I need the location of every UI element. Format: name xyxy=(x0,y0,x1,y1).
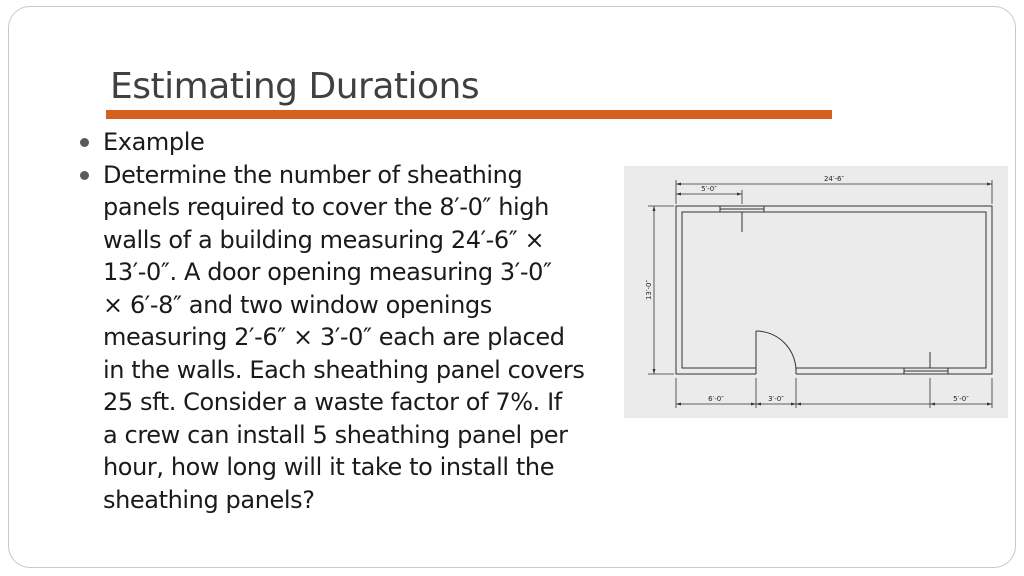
bullet-line: in the walls. Each sheathing panel covers xyxy=(103,355,585,384)
bullet-line: × 6′-8″ and two window openings xyxy=(103,290,492,319)
height-label: 13′-0″ xyxy=(645,279,653,301)
bullet-example xyxy=(80,126,600,159)
bullet-line: hour, how long will it take to install the xyxy=(103,453,555,481)
top-window-label: 5′-0″ xyxy=(701,185,717,193)
bullet-line: panels required to cover the 8′-0″ high xyxy=(103,193,549,221)
door-width-label: 3′-0″ xyxy=(768,395,784,403)
bullet-line: walls of a building measuring 24′-6″ × xyxy=(103,225,545,254)
bullet-problem xyxy=(80,159,600,517)
bullet-dot-icon xyxy=(80,171,89,180)
bullet-line: 25 sft. Consider a waste factor of 7%. If xyxy=(103,388,562,416)
bullet-line: Determine the number of sheathing xyxy=(103,160,523,189)
bullet-line: Example xyxy=(103,128,205,156)
outer-wall xyxy=(676,206,992,374)
top-window xyxy=(720,206,764,232)
floor-plan-figure xyxy=(624,166,1008,418)
title-underline xyxy=(106,110,832,119)
door-swing xyxy=(756,331,796,371)
bullet-text xyxy=(103,159,600,517)
overall-width-label: 24′-6″ xyxy=(823,175,845,183)
bullet-line: measuring 2′-6″ × 3′-0″ each are placed xyxy=(103,323,565,351)
bullet-line: 13′-0″. A door opening measuring 3′-0″ xyxy=(103,258,552,286)
bullet-dot-icon xyxy=(80,138,89,147)
slide-title: Estimating Durations xyxy=(110,66,480,107)
bullet-list xyxy=(80,126,600,516)
bottom-window xyxy=(904,352,948,374)
floor-plan-drawing xyxy=(624,166,1008,418)
right-window-label: 5′-0″ xyxy=(953,395,969,403)
left-segment-label: 6′-0″ xyxy=(708,395,724,403)
bullet-line: a crew can install 5 sheathing panel per xyxy=(103,420,568,449)
inner-wall xyxy=(682,212,986,368)
bullet-line: sheathing panels? xyxy=(103,485,315,514)
bullet-text xyxy=(103,126,600,159)
door-opening xyxy=(756,367,796,376)
